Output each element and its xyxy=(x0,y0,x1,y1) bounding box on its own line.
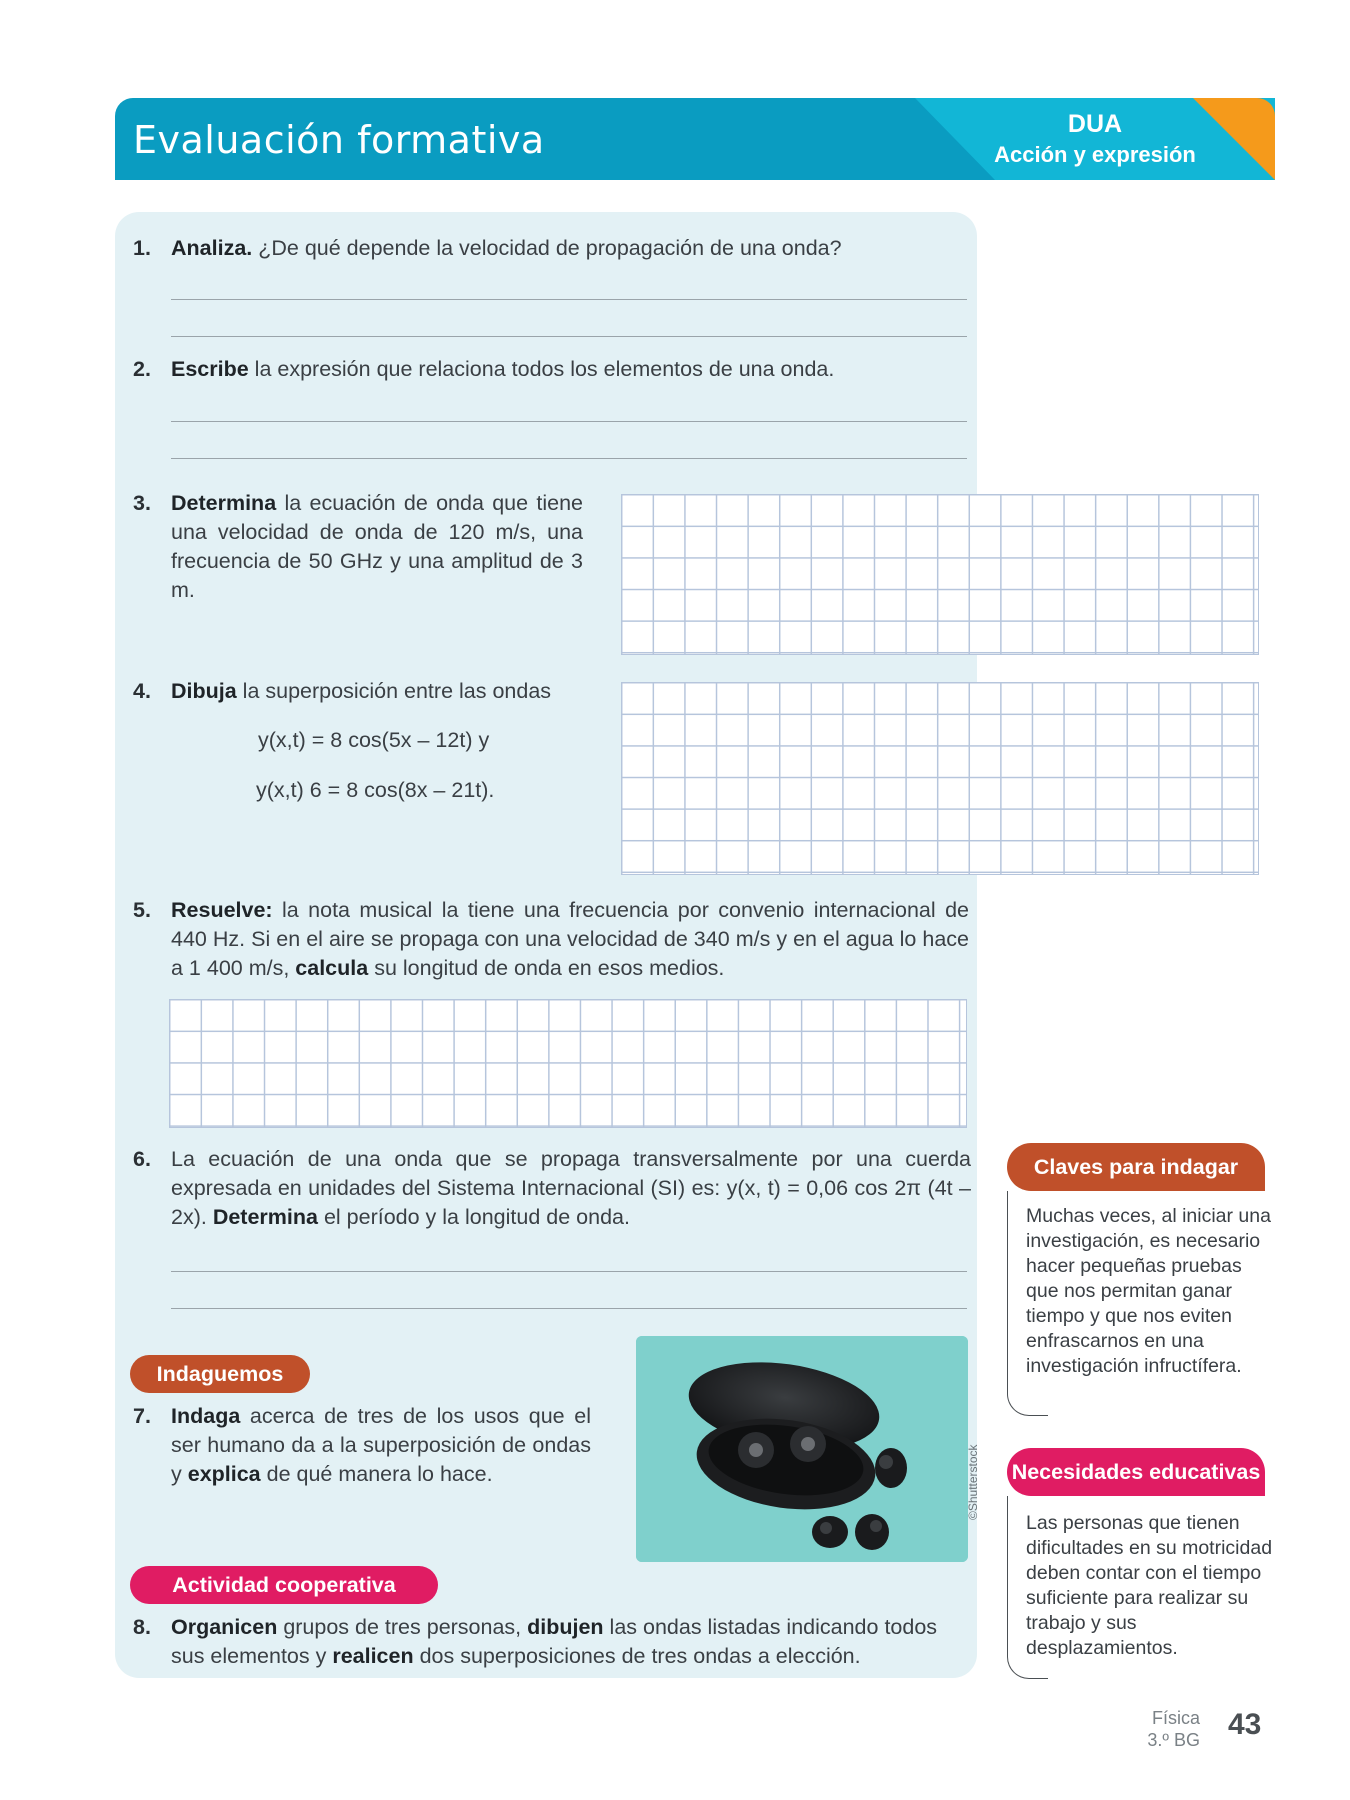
page-number: 43 xyxy=(1228,1708,1262,1741)
question-text: ¿De qué depende la velocidad de propagación de una onda? xyxy=(252,236,842,260)
question-verb: Analiza. xyxy=(171,236,253,260)
question-number: 4. xyxy=(133,679,151,703)
question-number: 6. xyxy=(133,1147,151,1171)
question-1 xyxy=(133,234,921,263)
question-6 xyxy=(133,1145,971,1232)
question-verb-3: realicen xyxy=(332,1644,414,1668)
dua-subtitle: Acción y expresión xyxy=(994,142,1196,167)
question-verb: Dibuja xyxy=(171,679,237,703)
question-4 xyxy=(133,677,591,706)
question-verb-2: dibujen xyxy=(527,1615,604,1639)
question-number: 7. xyxy=(133,1404,151,1428)
dua-label: DUA xyxy=(1067,110,1123,138)
wave-formula-1: y(x,t) = 8 cos(5x – 12t) y xyxy=(258,728,490,752)
question-number: 3. xyxy=(133,491,151,515)
photo-credit: ©Shutterstock xyxy=(966,1444,980,1520)
footer-subject: Física xyxy=(1151,1708,1200,1728)
question-text: la nota musical la tiene una frecuencia por convenio internacional de 440 Hz. Si en el aire se propaga con una velocidad de 340 m/s y en el agua lo hace a 1 400 m/s, xyxy=(171,898,969,980)
answer-line[interactable] xyxy=(171,299,967,300)
necesidades-text: Las personas que tienen dificultades en su motricidad deben contar con el tiempo suficiente para realizar su trabajo y sus desplazamientos. xyxy=(1026,1512,1273,1659)
question-number: 2. xyxy=(133,357,151,381)
question-verb: Determina xyxy=(212,1205,318,1229)
question-text: grupos de tres personas, xyxy=(277,1615,528,1639)
question-text: acerca de tres de los usos que el ser humano da a la superposición de ondas y xyxy=(171,1404,591,1486)
question-verb-2: explica xyxy=(187,1462,261,1486)
question-verb: Resuelve: xyxy=(171,898,273,922)
question-text: La ecuación de una onda que se propaga transversalmente por una cuerda expresada en unidades del Sistema Internacional (SI) es: y(x, t) = 0,06 cos 2π (4t – 2x). xyxy=(171,1147,971,1229)
question-text-2: su longitud de onda en esos medios. xyxy=(368,956,725,980)
necesidades-title: Necesidades educativas xyxy=(1007,1448,1265,1496)
question-number: 1. xyxy=(133,236,151,260)
question-text: la superposición entre las ondas xyxy=(236,679,552,703)
wave-formula-2: y(x,t) 6 = 8 cos(8x – 21t). xyxy=(256,778,495,802)
question-7 xyxy=(133,1402,591,1489)
question-verb: Escribe xyxy=(171,357,249,381)
question-5 xyxy=(133,896,969,983)
answer-grid-q3[interactable] xyxy=(621,494,1259,655)
answer-line[interactable] xyxy=(171,1271,967,1272)
question-verb: Determina xyxy=(171,491,277,515)
section-header xyxy=(115,98,1275,180)
question-text: la expresión que relaciona todos los elementos de una onda. xyxy=(248,357,835,381)
question-verb: Indaga xyxy=(171,1404,241,1428)
question-text: la ecuación de onda que tiene una velocidad de onda de 120 m/s, una frecuencia de 50 GHz y una amplitud de 3 m. xyxy=(171,491,583,602)
indaguemos-badge: Indaguemos xyxy=(130,1355,310,1393)
question-3 xyxy=(133,489,583,605)
answer-grid-q5[interactable] xyxy=(169,999,967,1128)
section-title: Evaluación formativa xyxy=(133,118,545,162)
claves-text: Muchas veces, al iniciar una investigación, es necesario hacer pequeñas pruebas que nos permitan ganar tiempo y que nos eviten enfrascarnos en una investigación infructífera. xyxy=(1026,1205,1271,1377)
question-8 xyxy=(133,1613,971,1671)
question-number: 8. xyxy=(133,1615,151,1639)
question-2 xyxy=(133,355,921,384)
footer-grade: 3.º BG xyxy=(1147,1730,1200,1750)
earbuds-photo xyxy=(636,1336,968,1562)
cooperativa-badge: Actividad cooperativa xyxy=(130,1566,438,1604)
answer-line[interactable] xyxy=(171,458,967,459)
claves-title: Claves para indagar xyxy=(1007,1143,1265,1191)
question-verb: Organicen xyxy=(171,1615,278,1639)
question-text-2: las ondas listadas indicando todos sus elementos y xyxy=(171,1615,938,1668)
question-number: 5. xyxy=(133,898,151,922)
answer-line[interactable] xyxy=(171,1308,967,1309)
answer-line[interactable] xyxy=(171,336,967,337)
earbuds-illustration xyxy=(636,1336,968,1562)
question-text-2: de qué manera lo hace. xyxy=(260,1462,493,1486)
question-text-3: dos superposiciones de tres ondas a elección. xyxy=(413,1644,861,1668)
question-verb-2: calcula xyxy=(295,956,369,980)
answer-grid-q4[interactable] xyxy=(621,682,1259,875)
answer-line[interactable] xyxy=(171,421,967,422)
question-text-2: el período y la longitud de onda. xyxy=(317,1205,630,1229)
